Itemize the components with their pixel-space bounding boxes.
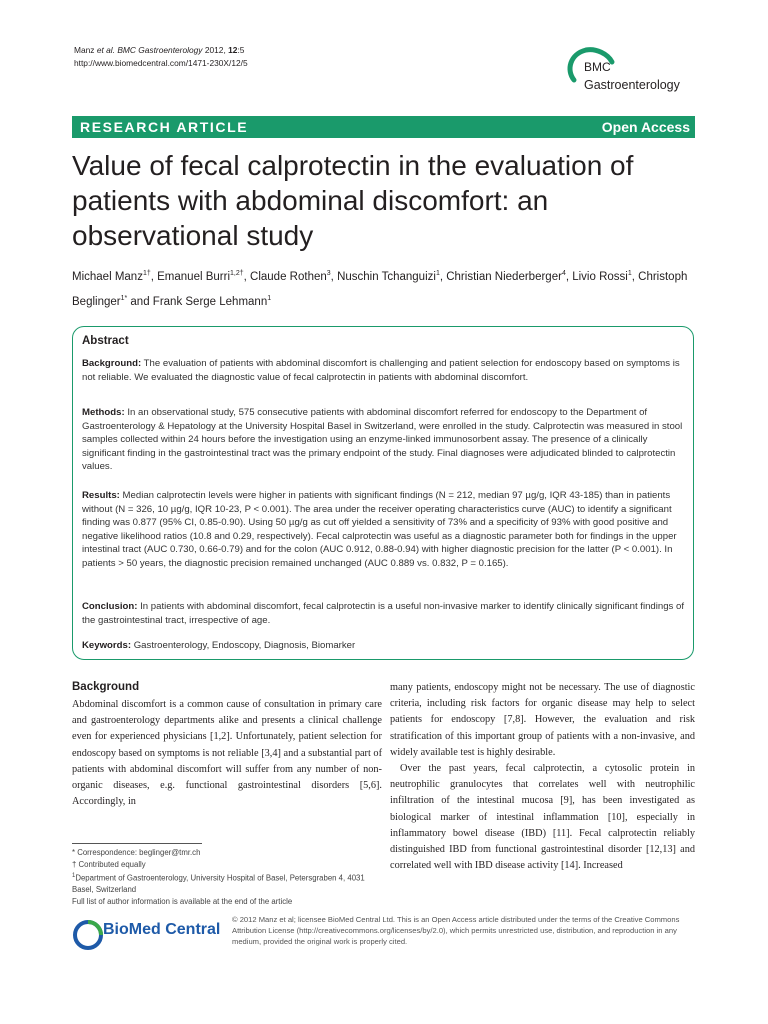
footnote-divider — [72, 843, 202, 844]
citation-line: Manz et al. BMC Gastroenterology 2012, 12:5 — [74, 45, 245, 55]
full-list-note: Full list of author information is available at the end of the article — [72, 896, 293, 906]
article-type-label: RESEARCH ARTICLE — [80, 119, 249, 135]
equal-contribution-note: † Contributed equally — [72, 859, 146, 869]
affiliation-note: $^1$Department of Gastroenterology, University Hospital of Basel, Petersgraben 4, 4031 Basel, Switzerland — [72, 872, 365, 894]
author-affiliation: 3 — [326, 270, 331, 277]
author-affiliation: 1† — [142, 270, 151, 277]
section-heading-background: Background — [72, 681, 140, 693]
author-list: Michael Manz$^{1\dagger}$, Emanuel Burri$^{1,2\dagger}$, Claude Rothen$^3$, Nuschin Tchanguizi$^1$, Christian Niederberger$^4$, Livio Rossi$^1$, Christoph Beglinger$^{1*}$ and Frank Serge Lehmann$^1$ — [72, 270, 688, 308]
article-url[interactable]: http://www.biomedcentral.com/1471-230X/12/5 — [74, 58, 248, 68]
author-name: Claude Rothen — [250, 270, 327, 283]
license-text: © 2012 Manz et al; licensee BioMed Central Ltd. This is an Open Access article distributed under the terms of the Creative Commons Attribution License (http://creativecommons.org/licenses/by/2.0), which permits unrestricted use, distribution, and reproduction in any medium, provided the original work is properly cited. — [232, 915, 680, 946]
footnotes — [72, 847, 382, 908]
open-access-label: Open Access — [601, 119, 690, 135]
biomed-central-wordmark: BioMed Central — [103, 921, 221, 938]
author-affiliation: 1* — [120, 294, 128, 302]
body-paragraph: many patients, endoscopy might not be necessary. The use of diagnostic criteria, including risk factors for organic disease may help to select patients for endoscopy [7,8]. However, the evaluation and risk stratification of this important group of patients with a non-invasive, and widely available test is highly desirable. — [390, 682, 695, 758]
author-affiliation: 1 — [435, 270, 440, 277]
author-name: Michael Manz — [72, 270, 143, 283]
author-affiliation: 1 — [627, 270, 632, 277]
citation-header — [74, 44, 248, 70]
author-name: Emanuel Burri — [157, 270, 231, 283]
author-name: Christoph Beglinger — [72, 270, 688, 308]
logo-bmc-word: BMC — [584, 60, 611, 74]
author-name: Livio Rossi — [572, 270, 628, 283]
author-affiliation: 1 — [267, 294, 272, 302]
body-left-column: Abdominal discomfort is a common cause of consultation in primary care and gastroenterology departments alike and presents a clinical challenge even for experienced physicians [1,2]. Unfortunately, patient selection for endoscopy based on symptoms is not reliable [3,4] and a substantial part of patients with abdominal discomfort will suffer from any number of non-organic diseases, e.g. functional gastrointestinal disorders [5,6]. Accordingly, in — [72, 699, 382, 808]
abstract-background: Background: The evaluation of patients with abdominal discomfort is challenging and patient selection for endoscopy based on symptoms is not reliable. We evaluated the diagnostic value of fecal calprotectin in patients with abdominal discomfort. — [82, 358, 680, 383]
abstract-keywords: Keywords: Gastroenterology, Endoscopy, Diagnosis, Biomarker — [82, 640, 356, 651]
abstract-heading: Abstract — [82, 335, 129, 347]
body-paragraph: Over the past years, fecal calprotectin, a cytosolic protein in neutrophilic granulocytes that correlates well with neutrophilic infiltration of the intestinal mucosa [9], has been investigated as biological marker of intestinal inflammation [10], especially in inflammatory bowel disease (IBD) [11]. Fecal calprotectin reliably distinguished IBD from functional gastrointestinal disorder [12,13] and correlated well with IBD disease activity [14]. Increased — [390, 763, 695, 872]
correspondence-note: * Correspondence: beglinger@tmr.ch — [72, 848, 201, 857]
author-affiliation: 1,2† — [230, 270, 244, 277]
author-name: Frank Serge Lehmann — [152, 295, 268, 308]
article-title: Value of fecal calprotectin in the evaluation of patients with abdominal discomfort: an observational study — [72, 150, 634, 251]
author-affiliation: 4 — [561, 270, 566, 277]
author-name: Nuschin Tchanguizi — [337, 270, 436, 283]
abstract-conclusion: Conclusion: In patients with abdominal discomfort, fecal calprotectin is a useful non-invasive marker to identify clinically significant findings of the gastrointestinal tract, irrespective of age. — [82, 601, 685, 626]
body-right-column — [390, 680, 695, 874]
abstract-methods: Methods: In an observational study, 575 consecutive patients with abdominal discomfort referred for endoscopy to the Department of Gastroenterology & Hepatology at the University Hospital Basel in Switzerland, were enrolled in the study. Calprotectin was measured in stool samples collected within 24 hours before the investigation using an enzyme-linked immunosorbent assay. The presence of a clinically significant finding in the gastrointestinal tract was the primary endpoint of the study. Final diagnoses were adjudicated blinded to calprotectin values. — [82, 407, 683, 473]
logo-journal-name: Gastroenterology — [584, 78, 680, 92]
abstract-results: Results: Median calprotectin levels were higher in patients with significant findings (N = 212, median 97 µg/g, IQR 43-185) than in patients without (N = 326, 10 µg/g, IQR 10-23, P < 0.001). The area under the receiver operating characteristics curve (AUC) to identify a significant finding was 0.877 (95% CI, 0.85-0.90). Using 50 µg/g as cut off yielded a sensitivity of 73% and a specificity of 93% with good positive and negative likelihood ratios (10.8 and 0.29, respectively). Fecal calprotectin was useful as a diagnostic parameter both for findings in the upper intestinal tract (AUC 0.730, 0.66-0.79) and for the colon (AUC 0.912, 0.88-0.94) with higher diagnostic precision for the latter (P < 0.001). In patients > 50 years, the diagnostic precision remained unchanged (AUC 0.889 vs. 0.832, P = 0.165). — [82, 490, 677, 569]
author-name: Christian Niederberger — [446, 270, 562, 283]
